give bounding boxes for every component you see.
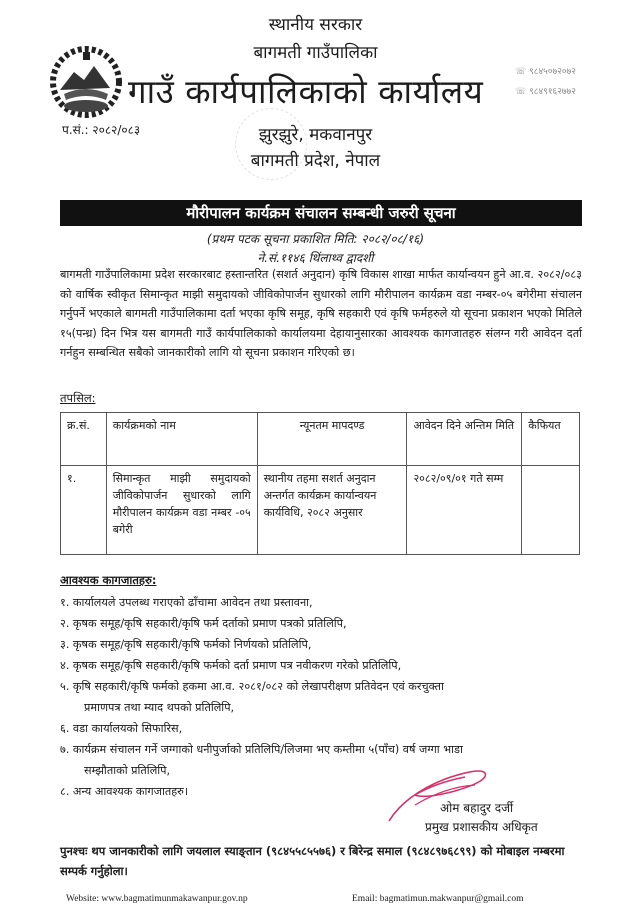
header-criteria: न्यूनतम मापदण्ड — [257, 413, 407, 466]
notice-title: मौरीपालन कार्यक्रम संचालन सम्बन्धी जरुरी सूचना — [60, 200, 582, 226]
notice-body: बागमती गाउँपालिकामा प्रदेश सरकारबाट हस्तान्तरित (सशर्त अनुदान) कृषि विकास शाखा मार्फत कार्यान्वयन हुने आ.व. २०८२/०८३ को वार्षिक स्वीकृत सिमान्कृत माझी समुदायको जीविकोपार्जन सुधारको लागि मौरीपालन कार्यक्रम वडा नम्बर-०५ बगेरीमा संचालन गर्नुपर्ने भएकाले बागमती गाउँपालिकामा दर्ता भएका कृषि समूह, कृषि सहकारी एवं कृषि फर्महरुले यो सूचना प्रकाशन भएको मितिले १५(पन्ध्र) दिन भित्र यस बागमती गाउँ कार्यपालिकाको कार्यालयमा देहायानुसारका आवश्यक कागजातहरु संलग्न गरी आवेदन दर्ता गर्नहुन सम्बन्धित सबैको जानकारीको लागि यो सूचना प्रकाशन गरिएको छ। — [60, 268, 582, 359]
document-item: १. कार्यालयले उपलब्ध गराएको ढाँचामा आवेदन तथा प्रस्तावना, — [60, 596, 313, 609]
table-row — [61, 466, 580, 555]
municipality-name: बागमती गाउँपालिका — [253, 43, 378, 63]
details-label: तपसिल: — [60, 391, 96, 405]
email-link[interactable]: Email: bagmatimun.makwanpur@gmail.com — [352, 894, 524, 904]
header-serial: क्र.सं. — [61, 413, 107, 466]
document-item: ८. अन्य आवश्यक कागजातहरु। — [60, 785, 189, 798]
website-link[interactable]: Website: www.bagmatimunmakawanpur.gov.np — [66, 894, 248, 904]
signatory-title: प्रमुख प्रशासकीय अधिकृत — [425, 820, 538, 834]
header-remarks: कैफियत — [522, 413, 580, 466]
document-item: २. कृषक समूह/कृषि सहकारी/कृषि फर्म दर्ताको प्रमाण पत्रको प्रतिलिपि, — [60, 617, 347, 630]
signatory-name: ओम बहादुर दर्जी — [440, 801, 514, 815]
publication-date: (प्रथम पटक सूचना प्रकाशित मिति: २०८२/०८/१६) — [206, 232, 425, 246]
document-item: ७. कार्यक्रम संचालन गर्ने जग्गाको धनीपुर्जाको प्रतिलिपि/लिजमा भए कम्तीमा ५(पाँच) वर्ष जग्गा भाडा — [60, 743, 463, 756]
reference-number: प.सं.: २०८२/०८३ — [62, 123, 141, 137]
document-item-continuation: सम्झौताको प्रतिलिपि, — [84, 764, 171, 777]
cell-deadline: २०८२/०९/०१ गते सम्म — [407, 466, 522, 555]
document-item-continuation: प्रमाणपत्र तथा म्याद थपको प्रतिलिपि, — [84, 701, 235, 714]
phone-number-1: ☏ ९८४५०७२०७२ — [515, 67, 576, 77]
nepal-sambat-date: ने.सं.११४६ थिंलाथ्व द्वादशी — [257, 251, 374, 265]
office-name: गाउँ कार्यपालिकाको कार्यालय — [128, 72, 484, 111]
cell-criteria: स्थानीय तहमा सशर्त अनुदान अन्तर्गत कार्यक्रम कार्यान्वयन कार्यविधि, २०८२ अनुसार — [257, 466, 407, 555]
cell-remarks — [522, 466, 580, 555]
document-item: ४. कृषक समूह/कृषि सहकारी/कृषि फर्मको दर्ता प्रमाण पत्र नवीकरण गरेको प्रतिलिपि, — [60, 659, 402, 672]
program-table — [60, 412, 580, 555]
document-item: ३. कृषक समूह/कृषि सहकारी/कृषि फर्मको निर्णयको प्रतिलिपि, — [60, 638, 312, 651]
postscript: पुनश्चः थप जानकारीको लागि जयलाल स्याङ्तान (९८४५५८५५७६) र बिरेन्द्र समाल (९८४८९७६८९९) को मोबाइल नम्बरमा सम्पर्क गर्नुहोला। — [60, 844, 565, 878]
signature-mark — [385, 765, 495, 825]
cell-program-name: सिमान्कृत माझी समुदायको जीविकोपार्जन सुधारको लागि मौरीपालन कार्यक्रम वडा नम्बर -०५ बगेरी — [106, 466, 257, 555]
address-line-1: झुरझुरे, मकवानपुर — [258, 125, 373, 145]
required-documents-list — [60, 592, 580, 802]
header-program-name: कार्यक्रमको नाम — [106, 413, 257, 466]
table-header-row — [61, 413, 580, 466]
address-line-2: बागमती प्रदेश, नेपाल — [250, 151, 381, 171]
document-item: ६. वडा कार्यालयको सिफारिस, — [60, 722, 183, 735]
phone-number-2: ☏ ९८४९१६२७७२ — [515, 87, 576, 97]
cell-serial: १. — [61, 466, 107, 555]
header-deadline: आवेदन दिने अन्तिम मिति — [407, 413, 522, 466]
required-documents-heading: आवश्यक कागजातहरु: — [60, 573, 157, 587]
document-item: ५. कृषि सहकारी/कृषि फर्मको हकमा आ.व. २०८१/०८२ को लेखापरीक्षण प्रतिवेदन एवं करचुक्ता — [60, 680, 444, 693]
local-government-label: स्थानीय सरकार — [268, 15, 363, 35]
